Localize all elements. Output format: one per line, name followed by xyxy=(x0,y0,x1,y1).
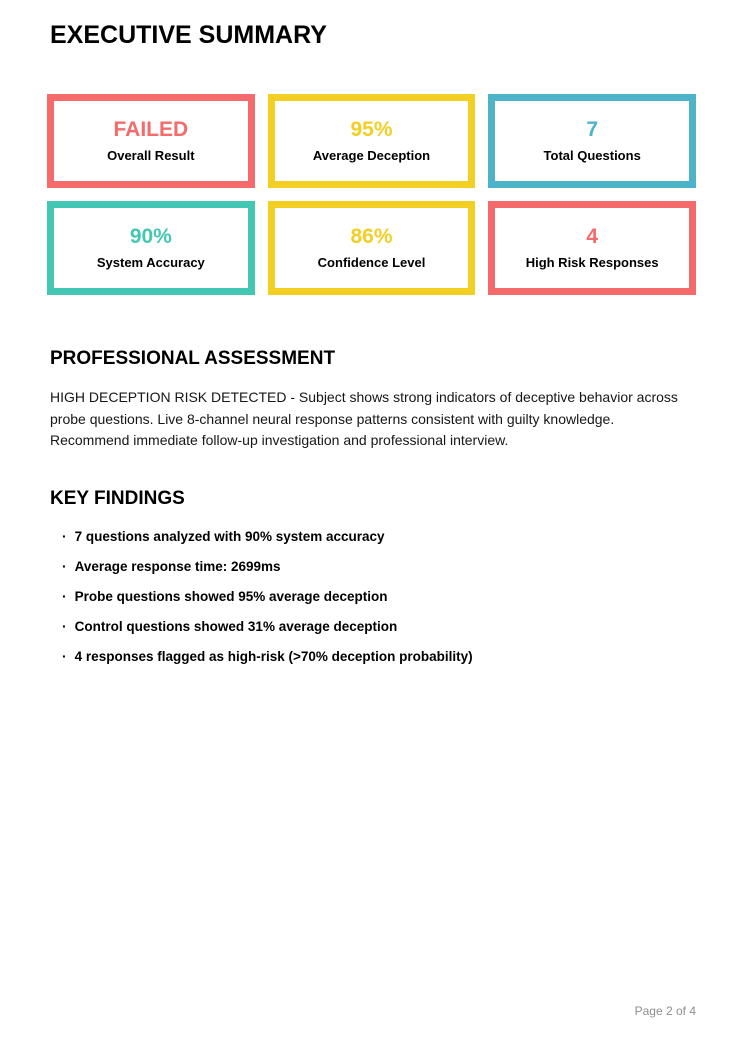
stat-card xyxy=(488,94,696,188)
key-finding-item xyxy=(62,619,696,634)
stat-label: Overall Result xyxy=(107,148,195,163)
key-findings-heading: KEY FINDINGS xyxy=(50,487,185,509)
stat-value: 4 xyxy=(586,225,598,248)
key-finding-text: 4 responses flagged as high-risk (>70% deception probability) xyxy=(74,648,473,664)
bullet-icon: · xyxy=(62,587,67,604)
key-findings-list xyxy=(50,529,696,664)
stat-card xyxy=(268,201,476,295)
stat-label: Total Questions xyxy=(543,148,641,163)
key-finding-item xyxy=(62,559,696,574)
stat-label: Average Deception xyxy=(312,148,431,163)
stat-card xyxy=(268,94,476,188)
stat-card xyxy=(47,201,255,295)
stat-card xyxy=(47,94,255,188)
bullet-icon: · xyxy=(62,527,67,544)
stat-value: 95% xyxy=(350,118,393,141)
stat-value: 90% xyxy=(129,225,172,248)
professional-assessment-heading: PROFESSIONAL ASSESSMENT xyxy=(50,348,336,369)
key-finding-text: Average response time: 2699ms xyxy=(74,558,281,574)
key-finding-text: 7 questions analyzed with 90% system accuracy xyxy=(74,528,385,544)
key-finding-text: Control questions showed 31% average deception xyxy=(74,618,398,634)
key-finding-item xyxy=(62,589,696,604)
bullet-icon: · xyxy=(62,557,67,574)
key-finding-item xyxy=(62,529,696,544)
stat-label: High Risk Responses xyxy=(525,255,659,270)
stat-value: 86% xyxy=(350,225,393,248)
stat-value: 7 xyxy=(586,118,598,141)
bullet-icon: · xyxy=(62,617,67,634)
stat-card xyxy=(488,201,696,295)
key-finding-text: Probe questions showed 95% average deception xyxy=(74,588,388,604)
stat-label: Confidence Level xyxy=(317,255,426,270)
key-finding-item xyxy=(62,649,696,664)
stat-value: FAILED xyxy=(113,118,189,141)
page-title: EXECUTIVE SUMMARY xyxy=(50,21,327,49)
stat-label: System Accuracy xyxy=(96,255,205,270)
professional-assessment-body: HIGH DECEPTION RISK DETECTED - Subject shows strong indicators of deceptive behavior across probe questions. Live 8-channel neural response patterns consistent with guilty knowledge. Recommend immediate follow-up investigation and professional interview. xyxy=(50,389,678,448)
bullet-icon: · xyxy=(62,647,67,664)
page-number-indicator: Page 2 of 4 xyxy=(634,1004,696,1018)
summary-cards-grid xyxy=(47,94,696,295)
